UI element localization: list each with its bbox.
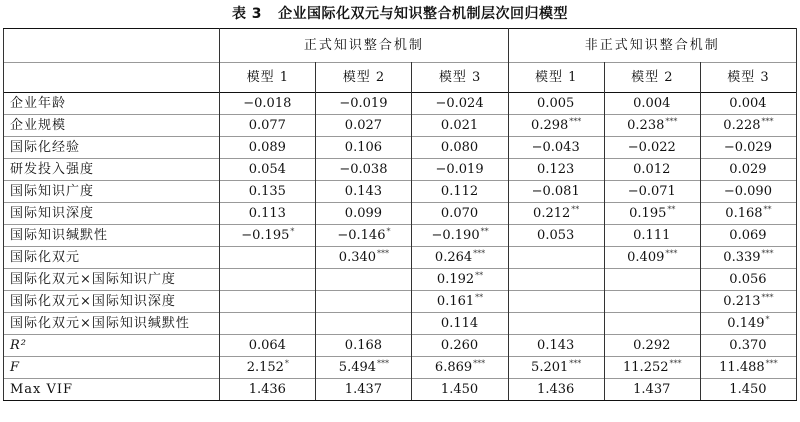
coefficient-value: 6.869 <box>434 360 473 375</box>
coefficient-cell <box>316 115 412 137</box>
table-body <box>4 93 797 401</box>
coefficient-value: 0.004 <box>729 96 767 111</box>
coefficient-cell <box>700 137 796 159</box>
group-header-row <box>4 29 797 63</box>
coefficient-cell <box>220 115 316 137</box>
table-row <box>4 357 797 379</box>
coefficient-value: 0.029 <box>729 162 767 177</box>
table-row <box>4 247 797 269</box>
table-row <box>4 137 797 159</box>
coefficient-cell <box>700 181 796 203</box>
coefficient-value: 0.077 <box>248 118 286 133</box>
coefficient-value: 0.080 <box>440 140 479 155</box>
row-label: 国际化双元 <box>4 247 220 269</box>
table-row <box>4 181 797 203</box>
coefficient-cell <box>604 137 700 159</box>
coefficient-cell <box>316 335 412 357</box>
coefficient-value: 0.149 <box>727 316 765 331</box>
coefficient-value: 1.450 <box>729 382 767 397</box>
coefficient-cell <box>316 225 412 247</box>
coefficient-cell <box>412 379 508 401</box>
coefficient-cell <box>412 115 508 137</box>
coefficient-cell <box>220 313 316 335</box>
coefficient-cell <box>604 115 700 137</box>
row-label: R² <box>4 335 220 357</box>
coefficient-cell <box>412 225 508 247</box>
coefficient-value: −0.029 <box>723 140 772 155</box>
table-row <box>4 115 797 137</box>
coefficient-value: 0.005 <box>537 96 575 111</box>
coefficient-value: −0.043 <box>531 140 580 155</box>
model-header: 模型 1 <box>220 63 316 93</box>
coefficient-cell <box>604 379 700 401</box>
coefficient-cell <box>220 159 316 181</box>
coefficient-value: 0.409 <box>627 250 665 265</box>
significance-stars: ** <box>763 204 772 214</box>
coefficient-cell <box>412 181 508 203</box>
coefficient-cell <box>508 181 604 203</box>
coefficient-value: 0.106 <box>344 140 383 155</box>
significance-stars: ** <box>571 204 580 214</box>
coefficient-cell <box>508 247 604 269</box>
header-blank <box>4 63 220 93</box>
coefficient-value: 1.436 <box>537 382 575 397</box>
coefficient-cell <box>508 225 604 247</box>
coefficient-value: 0.004 <box>633 96 671 111</box>
coefficient-value: 0.111 <box>633 228 671 243</box>
coefficient-cell <box>700 269 796 291</box>
model-header: 模型 2 <box>316 63 412 93</box>
coefficient-value: 1.437 <box>344 382 383 397</box>
coefficient-cell <box>604 225 700 247</box>
coefficient-value: 0.264 <box>434 250 473 265</box>
coefficient-value: 0.012 <box>633 162 671 177</box>
significance-stars: *** <box>473 358 486 368</box>
coefficient-cell <box>508 203 604 225</box>
group-header-informal: 非正式知识整合机制 <box>508 29 796 63</box>
coefficient-value: −0.024 <box>435 96 484 111</box>
significance-stars: *** <box>665 248 678 258</box>
significance-stars: *** <box>377 248 390 258</box>
table-row <box>4 225 797 247</box>
significance-stars: ** <box>475 292 484 302</box>
significance-stars: * <box>284 358 289 368</box>
coefficient-cell <box>220 225 316 247</box>
coefficient-value: 0.069 <box>729 228 767 243</box>
group-header-formal: 正式知识整合机制 <box>220 29 508 63</box>
model-header: 模型 3 <box>412 63 508 93</box>
coefficient-cell <box>700 335 796 357</box>
coefficient-cell <box>700 115 796 137</box>
coefficient-cell <box>604 203 700 225</box>
table-number: 表 3 <box>231 6 263 22</box>
coefficient-cell <box>316 247 412 269</box>
coefficient-cell <box>700 313 796 335</box>
coefficient-value: 0.161 <box>436 294 475 309</box>
significance-stars: *** <box>377 358 390 368</box>
coefficient-value: −0.190 <box>431 228 480 243</box>
coefficient-value: 0.114 <box>440 316 479 331</box>
coefficient-cell <box>412 137 508 159</box>
row-label: 企业年龄 <box>4 93 220 115</box>
coefficient-value: 0.056 <box>729 272 767 287</box>
coefficient-value: 0.064 <box>248 338 286 353</box>
coefficient-cell <box>220 247 316 269</box>
coefficient-cell <box>508 379 604 401</box>
coefficient-value: 0.212 <box>533 206 571 221</box>
coefficient-cell <box>700 357 796 379</box>
row-label: 国际化双元×国际知识广度 <box>4 269 220 291</box>
coefficient-cell <box>508 137 604 159</box>
table-row <box>4 203 797 225</box>
coefficient-value: 0.292 <box>633 338 671 353</box>
coefficient-cell <box>412 357 508 379</box>
coefficient-value: 0.339 <box>723 250 761 265</box>
header-blank <box>4 29 220 63</box>
significance-stars: ** <box>475 270 484 280</box>
coefficient-cell <box>220 379 316 401</box>
coefficient-value: 11.488 <box>719 360 765 375</box>
coefficient-value: 0.228 <box>723 118 761 133</box>
coefficient-cell <box>220 291 316 313</box>
table-row <box>4 379 797 401</box>
coefficient-value: 1.437 <box>633 382 671 397</box>
row-label: 国际知识广度 <box>4 181 220 203</box>
coefficient-value: 0.054 <box>248 162 286 177</box>
model-header: 模型 2 <box>604 63 700 93</box>
coefficient-cell <box>508 357 604 379</box>
coefficient-value: 0.192 <box>436 272 475 287</box>
significance-stars: *** <box>569 116 582 126</box>
coefficient-cell <box>700 93 796 115</box>
row-label: F <box>4 357 220 379</box>
coefficient-cell <box>508 115 604 137</box>
coefficient-value: −0.038 <box>339 162 388 177</box>
significance-stars: * <box>290 226 295 236</box>
significance-stars: ** <box>480 226 489 236</box>
coefficient-value: −0.081 <box>531 184 580 199</box>
coefficient-cell <box>412 203 508 225</box>
table-row <box>4 335 797 357</box>
table-caption <box>0 0 800 28</box>
coefficient-cell <box>412 291 508 313</box>
coefficient-cell <box>412 335 508 357</box>
coefficient-value: 0.168 <box>344 338 383 353</box>
model-header: 模型 3 <box>700 63 796 93</box>
significance-stars: *** <box>761 292 774 302</box>
coefficient-cell <box>220 357 316 379</box>
coefficient-value: −0.019 <box>435 162 484 177</box>
table-row <box>4 313 797 335</box>
coefficient-cell <box>316 357 412 379</box>
significance-stars: * <box>386 226 391 236</box>
coefficient-value: 5.201 <box>531 360 569 375</box>
coefficient-value: 1.450 <box>440 382 479 397</box>
coefficient-cell <box>700 203 796 225</box>
table-row <box>4 291 797 313</box>
coefficient-cell <box>508 313 604 335</box>
coefficient-cell <box>508 159 604 181</box>
coefficient-value: 0.260 <box>440 338 479 353</box>
coefficient-value: −0.146 <box>337 228 386 243</box>
table-row <box>4 93 797 115</box>
coefficient-value: 0.168 <box>725 206 763 221</box>
coefficient-cell <box>508 269 604 291</box>
coefficient-cell <box>604 357 700 379</box>
coefficient-cell <box>220 181 316 203</box>
coefficient-cell <box>412 269 508 291</box>
coefficient-cell <box>316 379 412 401</box>
row-label: 企业规模 <box>4 115 220 137</box>
coefficient-cell <box>316 159 412 181</box>
significance-stars: * <box>765 314 770 324</box>
coefficient-cell <box>604 93 700 115</box>
coefficient-value: 0.053 <box>537 228 575 243</box>
coefficient-value: −0.018 <box>243 96 292 111</box>
regression-table <box>3 28 797 401</box>
significance-stars: *** <box>669 358 682 368</box>
row-label: 国际知识深度 <box>4 203 220 225</box>
coefficient-value: 0.238 <box>627 118 665 133</box>
coefficient-cell <box>220 335 316 357</box>
coefficient-value: 0.027 <box>344 118 383 133</box>
coefficient-value: 0.213 <box>723 294 761 309</box>
coefficient-cell <box>316 181 412 203</box>
coefficient-cell <box>604 159 700 181</box>
coefficient-cell <box>604 335 700 357</box>
coefficient-value: 11.252 <box>623 360 669 375</box>
significance-stars: *** <box>761 248 774 258</box>
coefficient-cell <box>220 269 316 291</box>
coefficient-cell <box>700 291 796 313</box>
table-row <box>4 269 797 291</box>
coefficient-cell <box>604 269 700 291</box>
coefficient-cell <box>700 225 796 247</box>
coefficient-cell <box>700 379 796 401</box>
coefficient-value: 0.070 <box>440 206 479 221</box>
row-label: 国际化双元×国际知识深度 <box>4 291 220 313</box>
coefficient-value: 1.436 <box>248 382 286 397</box>
coefficient-value: 0.113 <box>248 206 286 221</box>
coefficient-cell <box>508 291 604 313</box>
coefficient-value: −0.019 <box>339 96 388 111</box>
model-header-row <box>4 63 797 93</box>
coefficient-cell <box>220 93 316 115</box>
coefficient-value: 0.112 <box>440 184 479 199</box>
coefficient-value: 0.143 <box>537 338 575 353</box>
coefficient-cell <box>316 269 412 291</box>
coefficient-value: 0.099 <box>344 206 383 221</box>
significance-stars: ** <box>667 204 676 214</box>
row-label: 国际化经验 <box>4 137 220 159</box>
coefficient-value: −0.195 <box>241 228 290 243</box>
coefficient-cell <box>316 137 412 159</box>
table-title: 企业国际化双元与知识整合机制层次回归模型 <box>278 6 569 22</box>
coefficient-cell <box>412 313 508 335</box>
coefficient-cell <box>604 313 700 335</box>
coefficient-cell <box>700 247 796 269</box>
coefficient-cell <box>316 203 412 225</box>
coefficient-value: 0.195 <box>629 206 667 221</box>
coefficient-cell <box>412 159 508 181</box>
coefficient-value: 5.494 <box>338 360 377 375</box>
coefficient-cell <box>508 93 604 115</box>
coefficient-cell <box>604 291 700 313</box>
coefficient-cell <box>604 247 700 269</box>
significance-stars: *** <box>761 116 774 126</box>
coefficient-value: 0.135 <box>248 184 286 199</box>
coefficient-cell <box>316 313 412 335</box>
coefficient-cell <box>316 291 412 313</box>
coefficient-value: −0.071 <box>627 184 676 199</box>
coefficient-cell <box>220 137 316 159</box>
significance-stars: *** <box>665 116 678 126</box>
model-header: 模型 1 <box>508 63 604 93</box>
coefficient-value: 0.021 <box>440 118 479 133</box>
coefficient-value: 0.123 <box>537 162 575 177</box>
coefficient-value: 0.089 <box>248 140 286 155</box>
row-label: 国际化双元×国际知识缄默性 <box>4 313 220 335</box>
row-label: 研发投入强度 <box>4 159 220 181</box>
coefficient-cell <box>604 181 700 203</box>
coefficient-cell <box>220 203 316 225</box>
row-label: 国际知识缄默性 <box>4 225 220 247</box>
coefficient-value: 0.298 <box>531 118 569 133</box>
coefficient-cell <box>412 93 508 115</box>
table-row <box>4 159 797 181</box>
coefficient-cell <box>316 93 412 115</box>
row-label: Max VIF <box>4 379 220 401</box>
coefficient-value: 0.143 <box>344 184 383 199</box>
coefficient-value: −0.022 <box>627 140 676 155</box>
coefficient-value: 0.370 <box>729 338 767 353</box>
significance-stars: *** <box>765 358 778 368</box>
coefficient-value: 2.152 <box>246 360 284 375</box>
coefficient-cell <box>412 247 508 269</box>
significance-stars: *** <box>569 358 582 368</box>
coefficient-cell <box>700 159 796 181</box>
coefficient-value: 0.340 <box>338 250 377 265</box>
coefficient-value: −0.090 <box>723 184 772 199</box>
significance-stars: *** <box>473 248 486 258</box>
coefficient-cell <box>508 335 604 357</box>
